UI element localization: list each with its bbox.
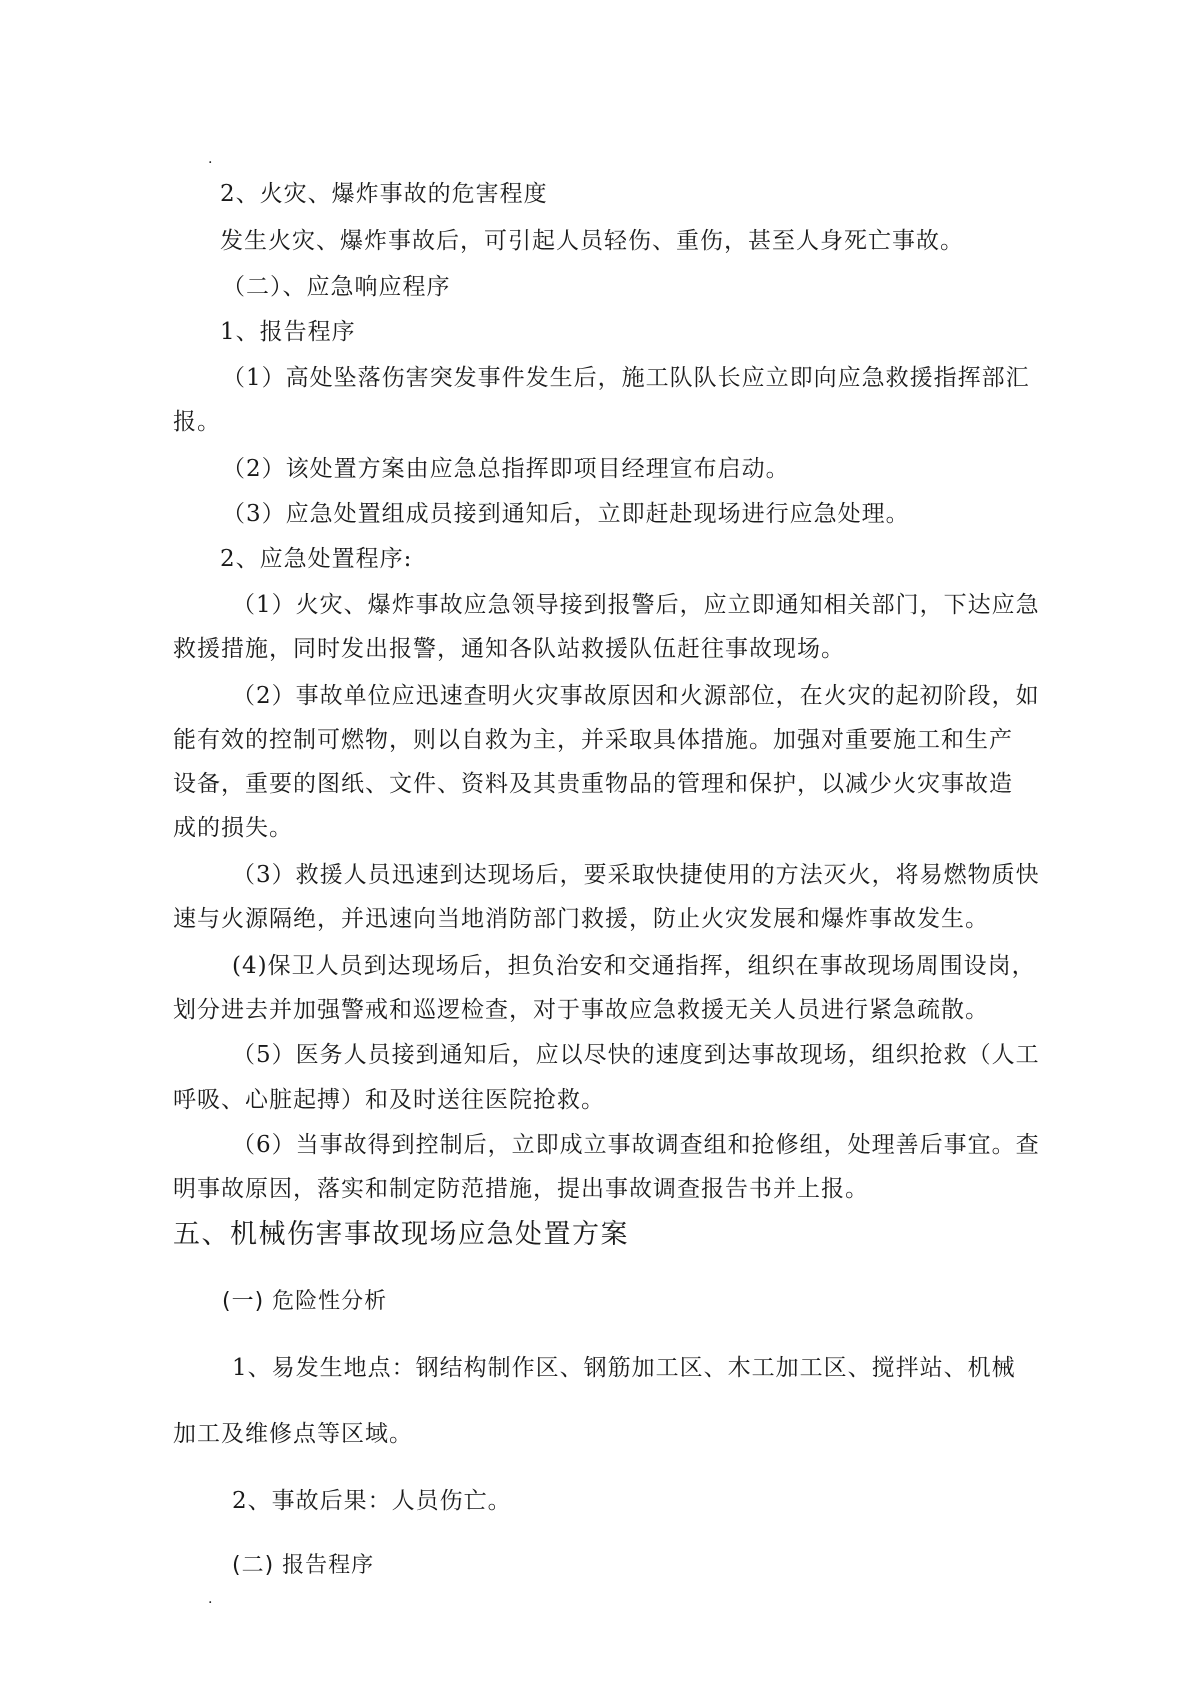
text-line: （6）当事故得到控制后，立即成立事故调查组和抢修组，处理善后事宜。查 <box>232 1132 1040 1158</box>
text-line: （5）医务人员接到通知后，应以尽快的速度到达事故现场，组织抢救（人工 <box>232 1042 1040 1068</box>
text-line: （3）应急处置组成员接到通知后，立即赶赴现场进行应急处理。 <box>222 501 910 527</box>
text-line: 救援措施，同时发出报警，通知各队站救援队伍赶往事故现场。 <box>173 636 845 662</box>
text-line: 成的损失。 <box>173 815 293 841</box>
text-line: （1）火灾、爆炸事故应急领导接到报警后，应立即通知相关部门，下达应急 <box>232 592 1040 618</box>
text-line: 报。 <box>173 409 221 435</box>
text-line: 速与火源隔绝，并迅速向当地消防部门救援，防止火灾发展和爆炸事故发生。 <box>173 906 989 932</box>
subsection-heading: (二) 报告程序 <box>232 1553 375 1578</box>
text-line: （二）、应急响应程序 <box>222 274 451 300</box>
text-line: （1）高处坠落伤害突发事件发生后，施工队队长应立即向应急救援指挥部汇 <box>222 365 1030 391</box>
text-line: 能有效的控制可燃物，则以自救为主，并采取具体措施。加强对重要施工和生产 <box>173 727 1013 753</box>
text-line: 设备，重要的图纸、文件、资料及其贵重物品的管理和保护，以减少火灾事故造 <box>173 771 1013 797</box>
page-marker-bottom: . <box>208 1591 213 1607</box>
text-line: (4)保卫人员到达现场后，担负治安和交通指挥，组织在事故现场周围设岗， <box>232 953 1036 979</box>
text-line: 2、火灾、爆炸事故的危害程度 <box>220 181 548 207</box>
section-heading: 五、机械伤害事故现场应急处置方案 <box>173 1219 629 1250</box>
text-line: 加工及维修点等区域。 <box>173 1421 413 1447</box>
text-line: （2）事故单位应迅速查明火灾事故原因和火源部位，在火灾的起初阶段，如 <box>232 683 1040 709</box>
text-line: 呼吸、心脏起搏）和及时送往医院抢救。 <box>173 1087 605 1113</box>
text-line: 1、报告程序 <box>220 319 356 345</box>
text-line: 1、易发生地点：钢结构制作区、钢筋加工区、木工加工区、搅拌站、机械 <box>232 1355 1016 1381</box>
text-line: （3）救援人员迅速到达现场后，要采取快捷使用的方法灭火，将易燃物质快 <box>232 862 1040 888</box>
text-line: （2）该处置方案由应急总指挥即项目经理宣布启动。 <box>222 456 790 482</box>
text-line: 明事故原因，落实和制定防范措施，提出事故调查报告书并上报。 <box>173 1176 869 1202</box>
page-marker-top: . <box>208 151 213 167</box>
text-line: 划分进去并加强警戒和巡逻检查，对于事故应急救援无关人员进行紧急疏散。 <box>173 997 989 1023</box>
subsection-heading: (一) 危险性分析 <box>222 1289 388 1314</box>
text-line: 2、应急处置程序: <box>220 546 413 572</box>
text-line: 发生火灾、爆炸事故后，可引起人员轻伤、重伤，甚至人身死亡事故。 <box>220 228 964 254</box>
text-line: 2、事故后果：人员伤亡。 <box>232 1488 512 1514</box>
